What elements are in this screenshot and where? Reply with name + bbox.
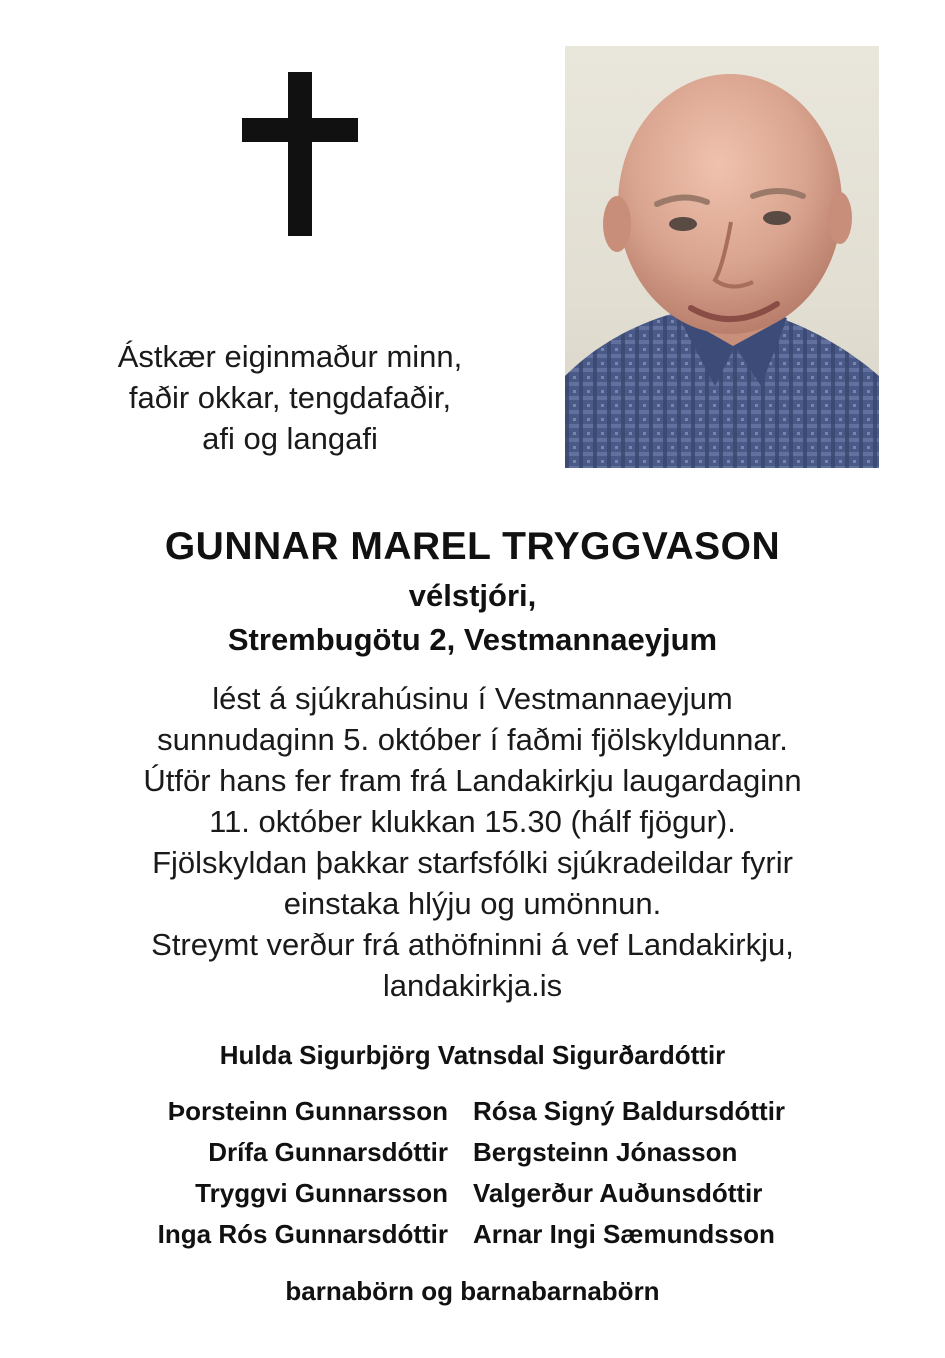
cross-vertical-bar bbox=[288, 72, 312, 236]
family-list bbox=[0, 1096, 945, 1260]
deceased-name: GUNNAR MAREL TRYGGVASON bbox=[164, 525, 781, 568]
announcement-text bbox=[0, 678, 945, 1006]
closing-line: barnabörn og barnabarnabörn bbox=[285, 1276, 660, 1306]
intro-line: afi og langafi bbox=[202, 421, 378, 456]
portrait-illustration bbox=[565, 46, 879, 468]
intro-line: Ástkær eiginmaður minn, bbox=[117, 339, 463, 374]
announcement-line: Útför hans fer fram frá Landakirkju laugardaginn bbox=[143, 763, 802, 798]
family-member-right: Rósa Signý Baldursdóttir bbox=[473, 1096, 786, 1126]
family-row bbox=[0, 1219, 945, 1260]
announcement-line: sunnudaginn 5. október í faðmi fjölskyldunnar. bbox=[157, 722, 788, 757]
family-member-right: Bergsteinn Jónasson bbox=[473, 1137, 738, 1167]
family-member-right: Valgerður Auðunsdóttir bbox=[473, 1178, 763, 1208]
cross-icon bbox=[242, 72, 358, 236]
deceased-occupation: vélstjóri, bbox=[408, 578, 537, 613]
portrait-photo bbox=[565, 46, 879, 468]
family-member-right: Arnar Ingi Sæmundsson bbox=[473, 1219, 775, 1249]
family-member-left: Inga Rós Gunnarsdóttir bbox=[157, 1219, 448, 1249]
family-member-left: Tryggvi Gunnarsson bbox=[195, 1178, 448, 1208]
family-row bbox=[0, 1137, 945, 1178]
announcement-line: lést á sjúkrahúsinu í Vestmannaeyjum bbox=[212, 681, 733, 716]
announcement-line: Fjölskyldan þakkar starfsfólki sjúkradeildar fyrir bbox=[152, 845, 793, 880]
family-member-left: Drífa Gunnarsdóttir bbox=[208, 1137, 448, 1167]
spouse-name: Hulda Sigurbjörg Vatnsdal Sigurðardóttir bbox=[219, 1040, 726, 1070]
announcement-line: Streymt verður frá athöfninni á vef Landakirkju, bbox=[151, 927, 794, 962]
family-member-left: Þorsteinn Gunnarsson bbox=[167, 1096, 448, 1126]
family-row bbox=[0, 1178, 945, 1219]
announcement-line: 11. október klukkan 15.30 (hálf fjögur). bbox=[209, 804, 736, 839]
intro-line: faðir okkar, tengdafaðir, bbox=[128, 380, 452, 415]
announcement-line: landakirkja.is bbox=[382, 968, 563, 1003]
intro-text bbox=[60, 336, 520, 459]
cross-horizontal-bar bbox=[242, 118, 358, 142]
deceased-address: Strembugötu 2, Vestmannaeyjum bbox=[227, 622, 718, 657]
family-row bbox=[0, 1096, 945, 1137]
announcement-line: einstaka hlýju og umönnun. bbox=[283, 886, 662, 921]
